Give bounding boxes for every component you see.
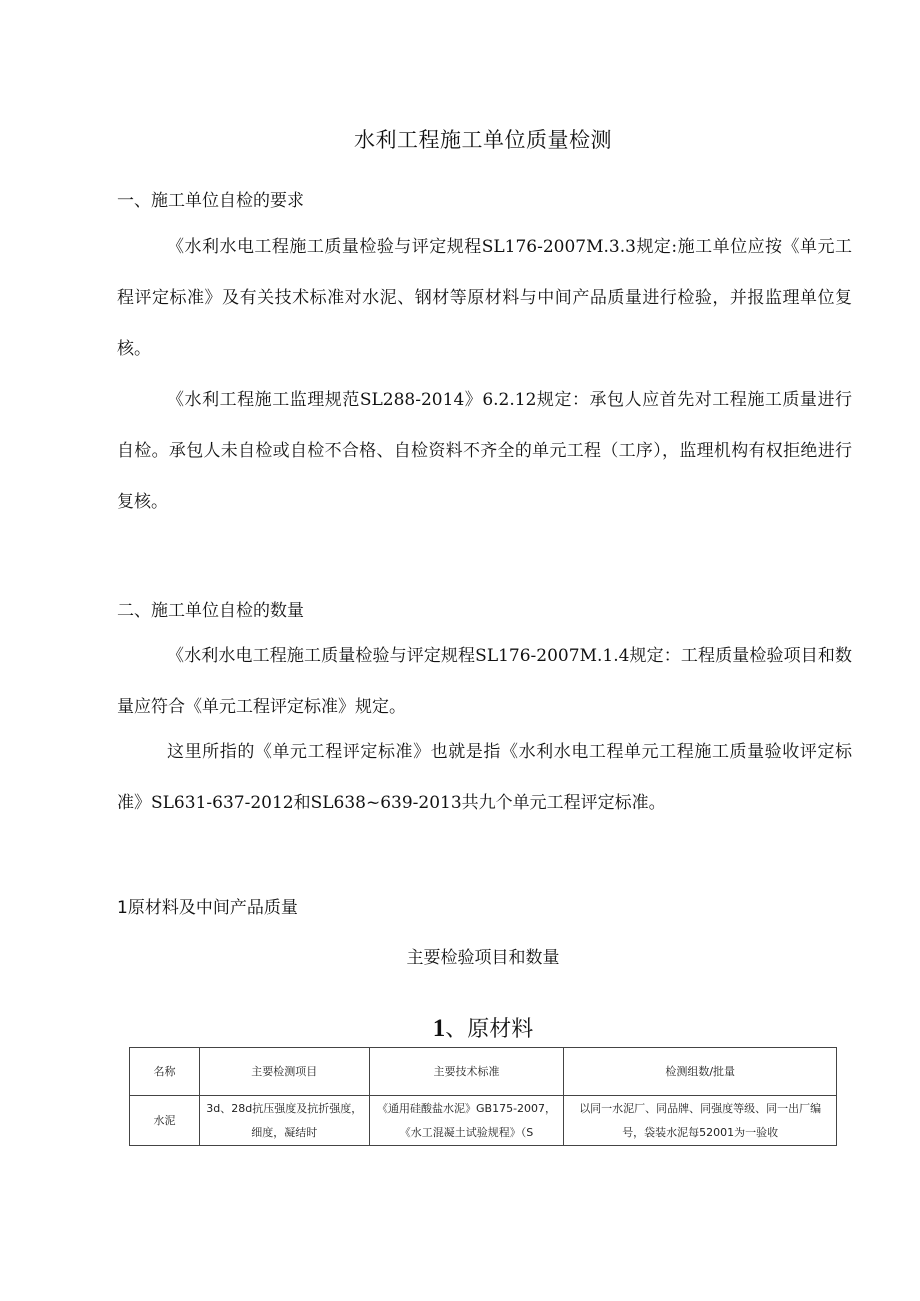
- header-batch: 检测组数/批量: [564, 1048, 837, 1096]
- cell-batch: 以同一水泥厂、同品牌、同强度等级、同一出厂编号，袋装水泥每52001为一验收: [564, 1096, 837, 1146]
- cell-test-items: 3d、28d抗压强度及抗折强度，细度，凝结时: [199, 1096, 369, 1146]
- paragraph-unit-standards: 这里所指的《单元工程评定标准》也就是指《水利水电工程单元工程施工质量验收评定标准》SL631-637-2012和SL638~639-2013共九个单元工程评定标准。: [117, 742, 852, 813]
- table-row: [130, 1096, 837, 1146]
- table-title: [0, 1012, 920, 1043]
- paragraph-sl176-m33: 《水利水电工程施工质量检验与评定规程SL176-2007M.3.3规定:施工单位应按《单元工程评定标准》及有关技术标准对水泥、钢材等原材料与中间产品质量进行检验，并报监理单位复核。: [117, 237, 852, 359]
- table-title-number: 1: [432, 1015, 446, 1042]
- section-heading-requirements: 一、施工单位自检的要求: [117, 191, 304, 211]
- header-test-items: 主要检测项目: [199, 1048, 369, 1096]
- table-header-row: [130, 1048, 837, 1096]
- section-heading-materials: 1原材料及中间产品质量: [117, 898, 298, 918]
- paragraph-sl288: 《水利工程施工监理规范SL288-2014》6.2.12规定：承包人应首先对工程施工质量进行自检。承包人未自检或自检不合格、自检资料不齐全的单元工程（工序），监理机构有权拒绝进行复核。: [117, 390, 852, 512]
- section-heading-quantity: 二、施工单位自检的数量: [117, 601, 304, 621]
- paragraph-sl176-m14: 《水利水电工程施工质量检验与评定规程SL176-2007M.1.4规定：工程质量检验项目和数量应符合《单元工程评定标准》规定。: [117, 646, 852, 717]
- header-standards: 主要技术标准: [369, 1048, 564, 1096]
- cell-standards: 《通用硅酸盐水泥》GB175-2007，《水工混凝土试验规程》（S: [369, 1096, 564, 1146]
- cell-name: 水泥: [130, 1096, 200, 1146]
- table-title-text: 、原材料: [445, 1017, 534, 1042]
- subheading-inspection-items: 主要检验项目和数量: [406, 948, 560, 968]
- document-title: 水利工程施工单位质量检测: [354, 128, 612, 152]
- raw-materials-table: [129, 1047, 837, 1146]
- header-name: 名称: [130, 1048, 200, 1096]
